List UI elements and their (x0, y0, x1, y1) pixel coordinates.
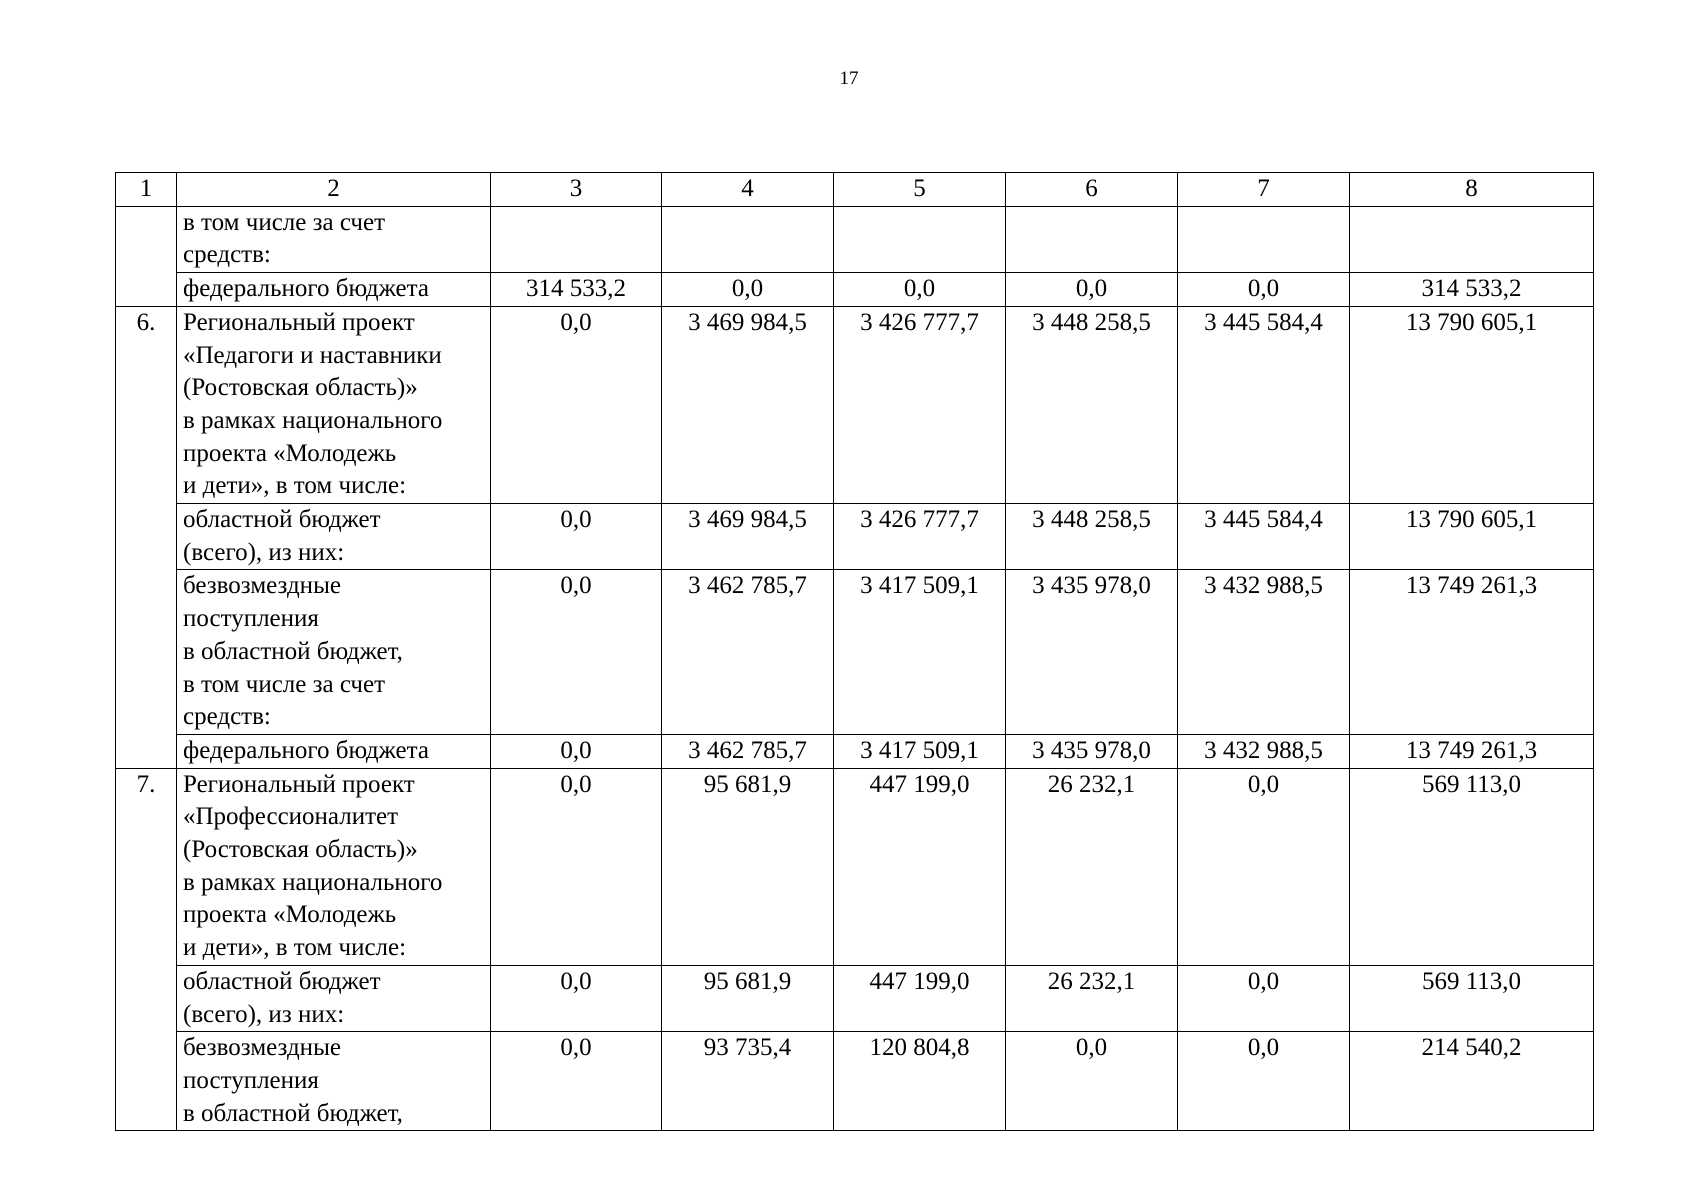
value-cell (1178, 206, 1350, 272)
value-cell: 13 790 605,1 (1350, 306, 1594, 503)
row-name-cell: в том числе за счет средств: (177, 206, 491, 272)
value-cell: 13 749 261,3 (1350, 570, 1594, 735)
value-cell: 447 199,0 (834, 965, 1006, 1031)
value-cell: 3 435 978,0 (1006, 570, 1178, 735)
value-cell (834, 206, 1006, 272)
value-cell: 3 426 777,7 (834, 306, 1006, 503)
row-number-cell: 6. (116, 306, 177, 768)
value-cell: 3 432 988,5 (1178, 570, 1350, 735)
table-row (116, 734, 1594, 768)
value-cell: 26 232,1 (1006, 768, 1178, 965)
value-cell: 0,0 (491, 1032, 662, 1131)
value-cell: 13 790 605,1 (1350, 504, 1594, 570)
value-cell: 3 417 509,1 (834, 570, 1006, 735)
value-cell: 0,0 (491, 965, 662, 1031)
value-cell: 0,0 (491, 570, 662, 735)
header-cell: 2 (177, 173, 491, 207)
header-cell: 8 (1350, 173, 1594, 207)
value-cell: 0,0 (834, 273, 1006, 307)
value-cell: 3 435 978,0 (1006, 734, 1178, 768)
value-cell: 314 533,2 (491, 273, 662, 307)
table-row (116, 1032, 1594, 1131)
row-name-cell: безвозмездные поступления в областной бюджет, (177, 1032, 491, 1131)
value-cell (1006, 206, 1178, 272)
table-row (116, 504, 1594, 570)
header-cell: 3 (491, 173, 662, 207)
table-row (116, 306, 1594, 503)
row-number-cell (116, 206, 177, 306)
value-cell: 93 735,4 (662, 1032, 834, 1131)
value-cell (491, 206, 662, 272)
table-row (116, 768, 1594, 965)
value-cell: 0,0 (662, 273, 834, 307)
value-cell: 0,0 (1006, 273, 1178, 307)
value-cell: 0,0 (491, 306, 662, 503)
table-header-row (116, 173, 1594, 207)
table-row (116, 570, 1594, 735)
header-cell: 7 (1178, 173, 1350, 207)
table-row (116, 206, 1594, 272)
value-cell: 3 448 258,5 (1006, 504, 1178, 570)
value-cell: 3 426 777,7 (834, 504, 1006, 570)
table-row (116, 965, 1594, 1031)
value-cell: 3 448 258,5 (1006, 306, 1178, 503)
value-cell: 569 113,0 (1350, 965, 1594, 1031)
value-cell: 0,0 (491, 768, 662, 965)
row-name-cell: федерального бюджета (177, 273, 491, 307)
value-cell: 0,0 (1178, 768, 1350, 965)
value-cell: 13 749 261,3 (1350, 734, 1594, 768)
value-cell: 0,0 (1006, 1032, 1178, 1131)
header-cell: 4 (662, 173, 834, 207)
row-name-cell: областной бюджет (всего), из них: (177, 965, 491, 1031)
value-cell: 3 462 785,7 (662, 734, 834, 768)
value-cell: 3 469 984,5 (662, 504, 834, 570)
page-number: 17 (839, 68, 859, 89)
value-cell: 120 804,8 (834, 1032, 1006, 1131)
row-name-cell: безвозмездные поступления в областной бюджет, в том числе за счет средств: (177, 570, 491, 735)
row-name-cell: федерального бюджета (177, 734, 491, 768)
value-cell: 0,0 (1178, 965, 1350, 1031)
row-name-cell: областной бюджет (всего), из них: (177, 504, 491, 570)
row-number-cell: 7. (116, 768, 177, 1131)
header-cell: 1 (116, 173, 177, 207)
value-cell: 0,0 (491, 734, 662, 768)
value-cell: 95 681,9 (662, 768, 834, 965)
value-cell: 314 533,2 (1350, 273, 1594, 307)
value-cell (1350, 206, 1594, 272)
header-cell: 6 (1006, 173, 1178, 207)
value-cell: 3 445 584,4 (1178, 504, 1350, 570)
value-cell: 0,0 (491, 504, 662, 570)
value-cell (662, 206, 834, 272)
value-cell: 3 432 988,5 (1178, 734, 1350, 768)
header-cell: 5 (834, 173, 1006, 207)
value-cell: 3 469 984,5 (662, 306, 834, 503)
row-name-cell: Региональный проект «Профессионалитет (Ростовская область)» в рамках национального проекта «Молодежь и дети», в том числе: (177, 768, 491, 965)
value-cell: 569 113,0 (1350, 768, 1594, 965)
value-cell: 3 462 785,7 (662, 570, 834, 735)
value-cell: 0,0 (1178, 1032, 1350, 1131)
table-row (116, 273, 1594, 307)
row-name-cell: Региональный проект «Педагоги и наставники (Ростовская область)» в рамках национального проекта «Молодежь и дети», в том числе: (177, 306, 491, 503)
value-cell: 3 445 584,4 (1178, 306, 1350, 503)
value-cell: 447 199,0 (834, 768, 1006, 965)
value-cell: 0,0 (1178, 273, 1350, 307)
value-cell: 214 540,2 (1350, 1032, 1594, 1131)
budget-table (115, 172, 1594, 1131)
value-cell: 26 232,1 (1006, 965, 1178, 1031)
value-cell: 3 417 509,1 (834, 734, 1006, 768)
value-cell: 95 681,9 (662, 965, 834, 1031)
